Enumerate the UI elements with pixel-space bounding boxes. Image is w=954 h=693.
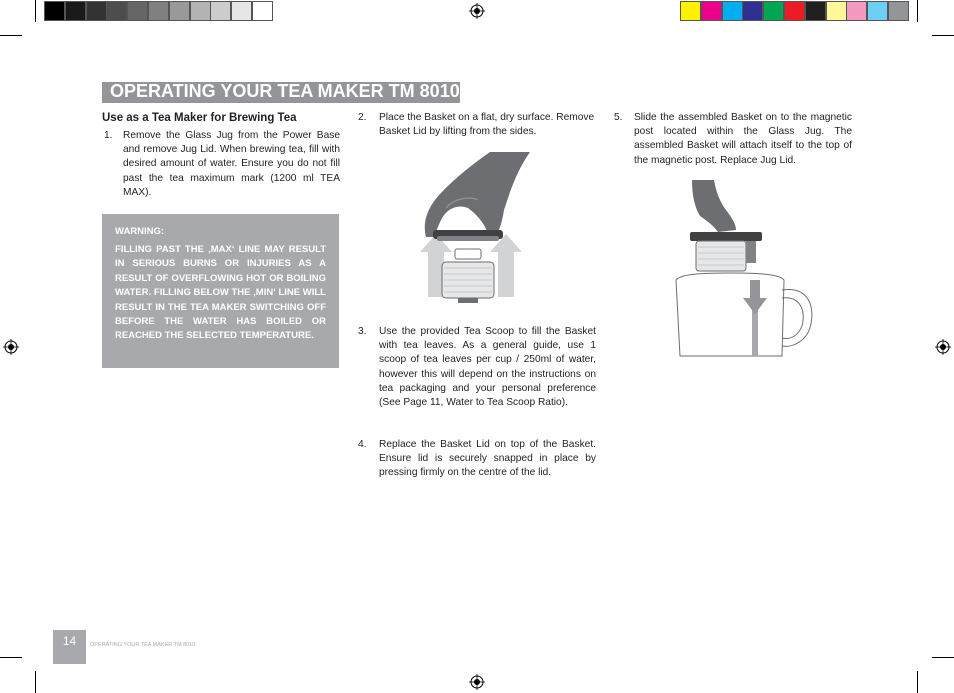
color-swatch (846, 1, 867, 21)
gray-swatch (210, 1, 231, 21)
page-number: 14 (62, 634, 77, 648)
step-text: Place the Basket on a flat, dry surface. Remove Basket Lid by lifting from the sides. (379, 112, 595, 138)
registration-mark-icon (3, 339, 19, 355)
jug-basket-assembly-illustration (670, 180, 818, 358)
color-swatch (742, 1, 763, 21)
color-swatch (805, 1, 826, 21)
gray-swatch (252, 1, 273, 21)
step-number: 4. (358, 439, 367, 450)
step-number: 1. (104, 130, 113, 141)
section-heading: Use as a Tea Maker for Brewing Tea (102, 112, 297, 124)
step-number: 2. (358, 112, 367, 123)
step-text: Use the provided Tea Scoop to fill the Basket with tea leaves. As a general guide, use 1 scoop of tea leaves per cup / 250ml of water, however this will depend on the instructions on tea packaging and your personal preference (See Page 11, Water to Tea Scoop Ratio). (379, 326, 596, 409)
step-number: 3. (358, 326, 367, 337)
color-swatch (867, 1, 888, 21)
step-number: 5. (614, 112, 623, 123)
registration-mark-icon (469, 3, 485, 19)
crop-mark (932, 35, 954, 36)
gray-swatch (44, 1, 65, 21)
gray-swatch (231, 1, 252, 21)
step-text: Replace the Basket Lid on top of the Basket. Ensure lid is securely snapped in place by pressing firmly on the centre of the lid. (379, 439, 596, 479)
crop-mark (917, 0, 918, 22)
color-swatch (722, 1, 743, 21)
gray-swatch (169, 1, 190, 21)
registration-mark-icon (935, 339, 951, 355)
crop-mark (35, 0, 36, 22)
registration-mark-icon (469, 674, 485, 690)
crop-mark (0, 657, 22, 658)
gray-swatch (148, 1, 169, 21)
color-swatch (784, 1, 805, 21)
crop-mark (35, 671, 36, 693)
page-title: OPERATING YOUR TEA MAKER TM 8010 (110, 81, 460, 101)
warning-text: FILLING PAST THE ‚MAX‘ LINE MAY RESULT IN SERIOUS BURNS OR INJURIES AS A RESULT OF OVERFLOWING HOT OR BOILING WATER. FILLING BELOW THE ‚MIN‘ LINE WILL RESULT IN THE TEA MAKER SWITCHING OFF BEFORE THE WATER HAS BOILED OR REACHED THE SELECTED TEMPERATURE. (115, 244, 326, 342)
crop-mark (932, 657, 954, 658)
gray-swatch (190, 1, 211, 21)
gray-swatch (127, 1, 148, 21)
color-swatch (826, 1, 847, 21)
basket-lid-removal-illustration (418, 152, 536, 304)
gray-swatch (106, 1, 127, 21)
color-swatch (888, 1, 909, 21)
step-text: Slide the assembled Basket on to the magnetic post located within the Glass Jug. The assembled Basket will attach itself to the top of the magnetic post. Replace Jug Lid. (634, 112, 852, 166)
gray-swatch (86, 1, 107, 21)
gray-swatch (65, 1, 86, 21)
color-swatch (701, 1, 722, 21)
running-footer: OPERATING YOUR TEA MAKER TM 8010 (90, 642, 196, 648)
step-text: Remove the Glass Jug from the Power Base and remove Jug Lid. When brewing tea, fill with desired amount of water. Ensure you do not fill past the tea maximum mark (1200 ml TEA MAX). (123, 130, 340, 198)
warning-title: WARNING: (115, 226, 165, 237)
crop-mark (917, 671, 918, 693)
color-swatch (680, 1, 701, 21)
crop-mark (0, 35, 22, 36)
color-swatch (763, 1, 784, 21)
